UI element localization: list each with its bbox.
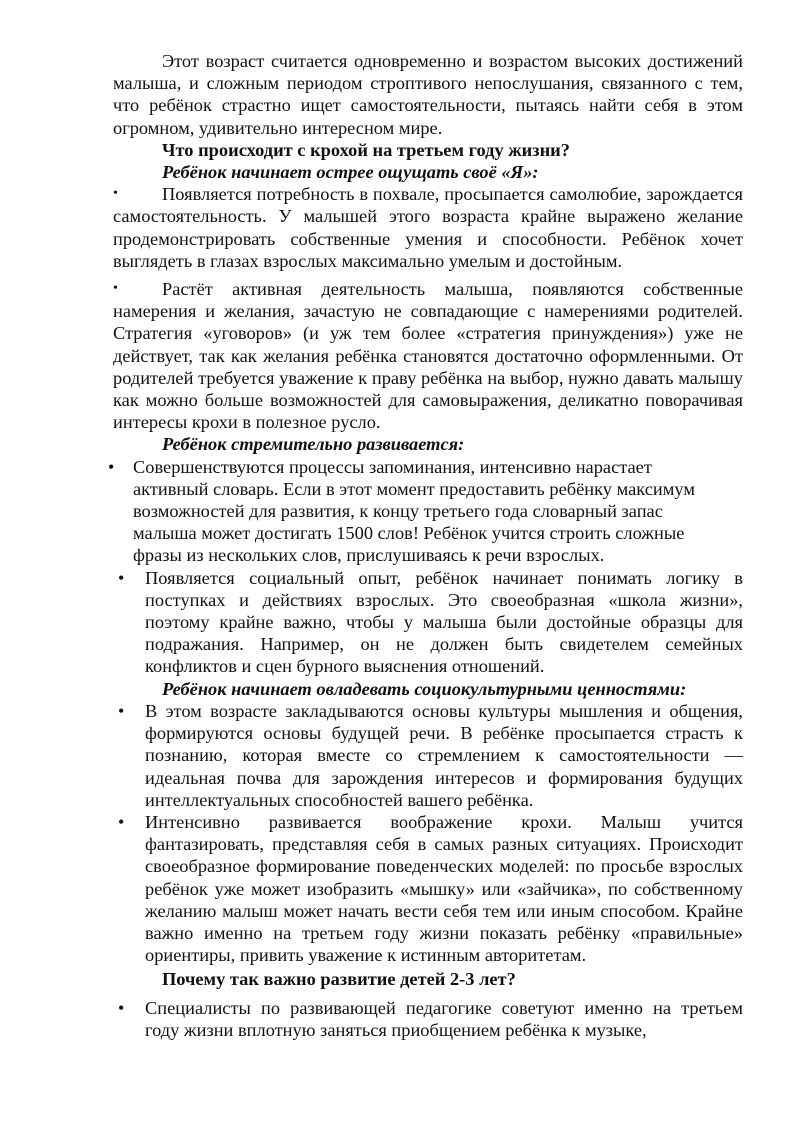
section-title-values: Ребёнок начинает овладевать социокультурными ценностями: bbox=[162, 678, 687, 699]
section-title-development: Ребёнок стремительно развивается: bbox=[162, 434, 465, 455]
bullet-dot-icon: • bbox=[113, 281, 118, 297]
list-item bbox=[113, 278, 743, 433]
heading-why-important: Почему так важно развитие детей 2-3 лет? bbox=[162, 969, 516, 990]
bullet-icon: • bbox=[118, 700, 125, 721]
list-item bbox=[118, 811, 743, 966]
heading-what-happens: Что происходит с крохой на третьем году жизни? bbox=[162, 139, 570, 160]
bullet-icon: • bbox=[118, 997, 125, 1018]
list-item-text: Интенсивно развивается воображение крохи. Малыш учится фантазировать, представляя себя в самых разных ситуациях. Происходит своеобразное формирование поведенческих моделей: по просьбе взрослых ребёнок уже может изобразить «мышку» или «зайчика», по собственному желанию малыш может начать вести себя тем или иным способом. Крайне важно именно на третьем году жизни показать ребёнку «правильные» ориентиры, привить уважение к истинным авторитетам. bbox=[145, 811, 743, 966]
list-item-text: Появляется социальный опыт, ребёнок начинает понимать логику в поступках и действиях взрослых. Это своеобразная «школа жизни», поэтому крайне важно, чтобы у малыша были достойные образцы для подражания. Например, он не должен быть свидетелем семейных конфликтов и сцен бурного выяснения отношений. bbox=[145, 567, 743, 677]
bullet-icon: • bbox=[108, 456, 115, 477]
list-item-text: Растёт активная деятельность малыша, появляются собственные намерения и желания, зачастую не совпадающие с намерениями родителей. Стратегия «уговоров» (и уж тем более «стратегия принуждения») уже не действует, так как желания ребёнка становятся достаточно оформленными. От родителей требуется уважение к праву ребёнка на выбор, нужно давать малышу как можно больше возможностей для самовыражения, деликатно поворачивая интересы крохи в полезное русло. bbox=[113, 279, 743, 433]
list-item bbox=[118, 567, 743, 678]
list-item bbox=[118, 997, 743, 1041]
list-item bbox=[118, 700, 743, 811]
bullet-icon: • bbox=[118, 567, 125, 588]
list-item-text: Специалисты по развивающей педагогике советуют именно на третьем году жизни вплотную заняться приобщением ребёнка к музыке, bbox=[145, 997, 743, 1040]
list-item-text: Совершенствуются процессы запоминания, интенсивно нарастает активный словарь. Если в этот момент предоставить ребёнку максимум возможностей для развития, к концу третьего года словарный запас малыша может достигать 1500 слов! Ребёнок учится строить сложные фразы из нескольких слов, прислушиваясь к речи взрослых. bbox=[133, 456, 695, 566]
bullet-icon: • bbox=[118, 811, 125, 832]
list-item-text: В этом возрасте закладываются основы культуры мышления и общения, формируются основы будущей речи. В ребёнке просыпается страсть к познанию, которая вместе со стремлением к самостоятельности — идеальная почва для зарождения интересов и формирования будущих интеллектуальных способностей вашего ребёнка. bbox=[145, 700, 743, 810]
intro-paragraph: Этот возраст считается одновременно и возрастом высоких достижений малыша, и сложным периодом строптивого непослушания, связанного с тем, что ребёнок страстно ищет самостоятельности, пытаясь найти себя в этом огромном, удивительно интересном мире. bbox=[113, 51, 743, 138]
list-item-text: Появляется потребность в похвале, просыпается самолюбие, зарождается самостоятельность. У малышей этого возраста крайне выражено желание продемонстрировать собственные умения и способности. Ребёнок хочет выглядеть в глазах взрослых максимально умелым и достойным. bbox=[113, 184, 743, 271]
section-title-self: Ребёнок начинает острее ощущать своё «Я»: bbox=[162, 162, 539, 183]
document-page bbox=[0, 50, 800, 1041]
list-item bbox=[113, 183, 743, 272]
list-item bbox=[108, 456, 710, 567]
bullet-dot-icon: • bbox=[113, 186, 118, 202]
